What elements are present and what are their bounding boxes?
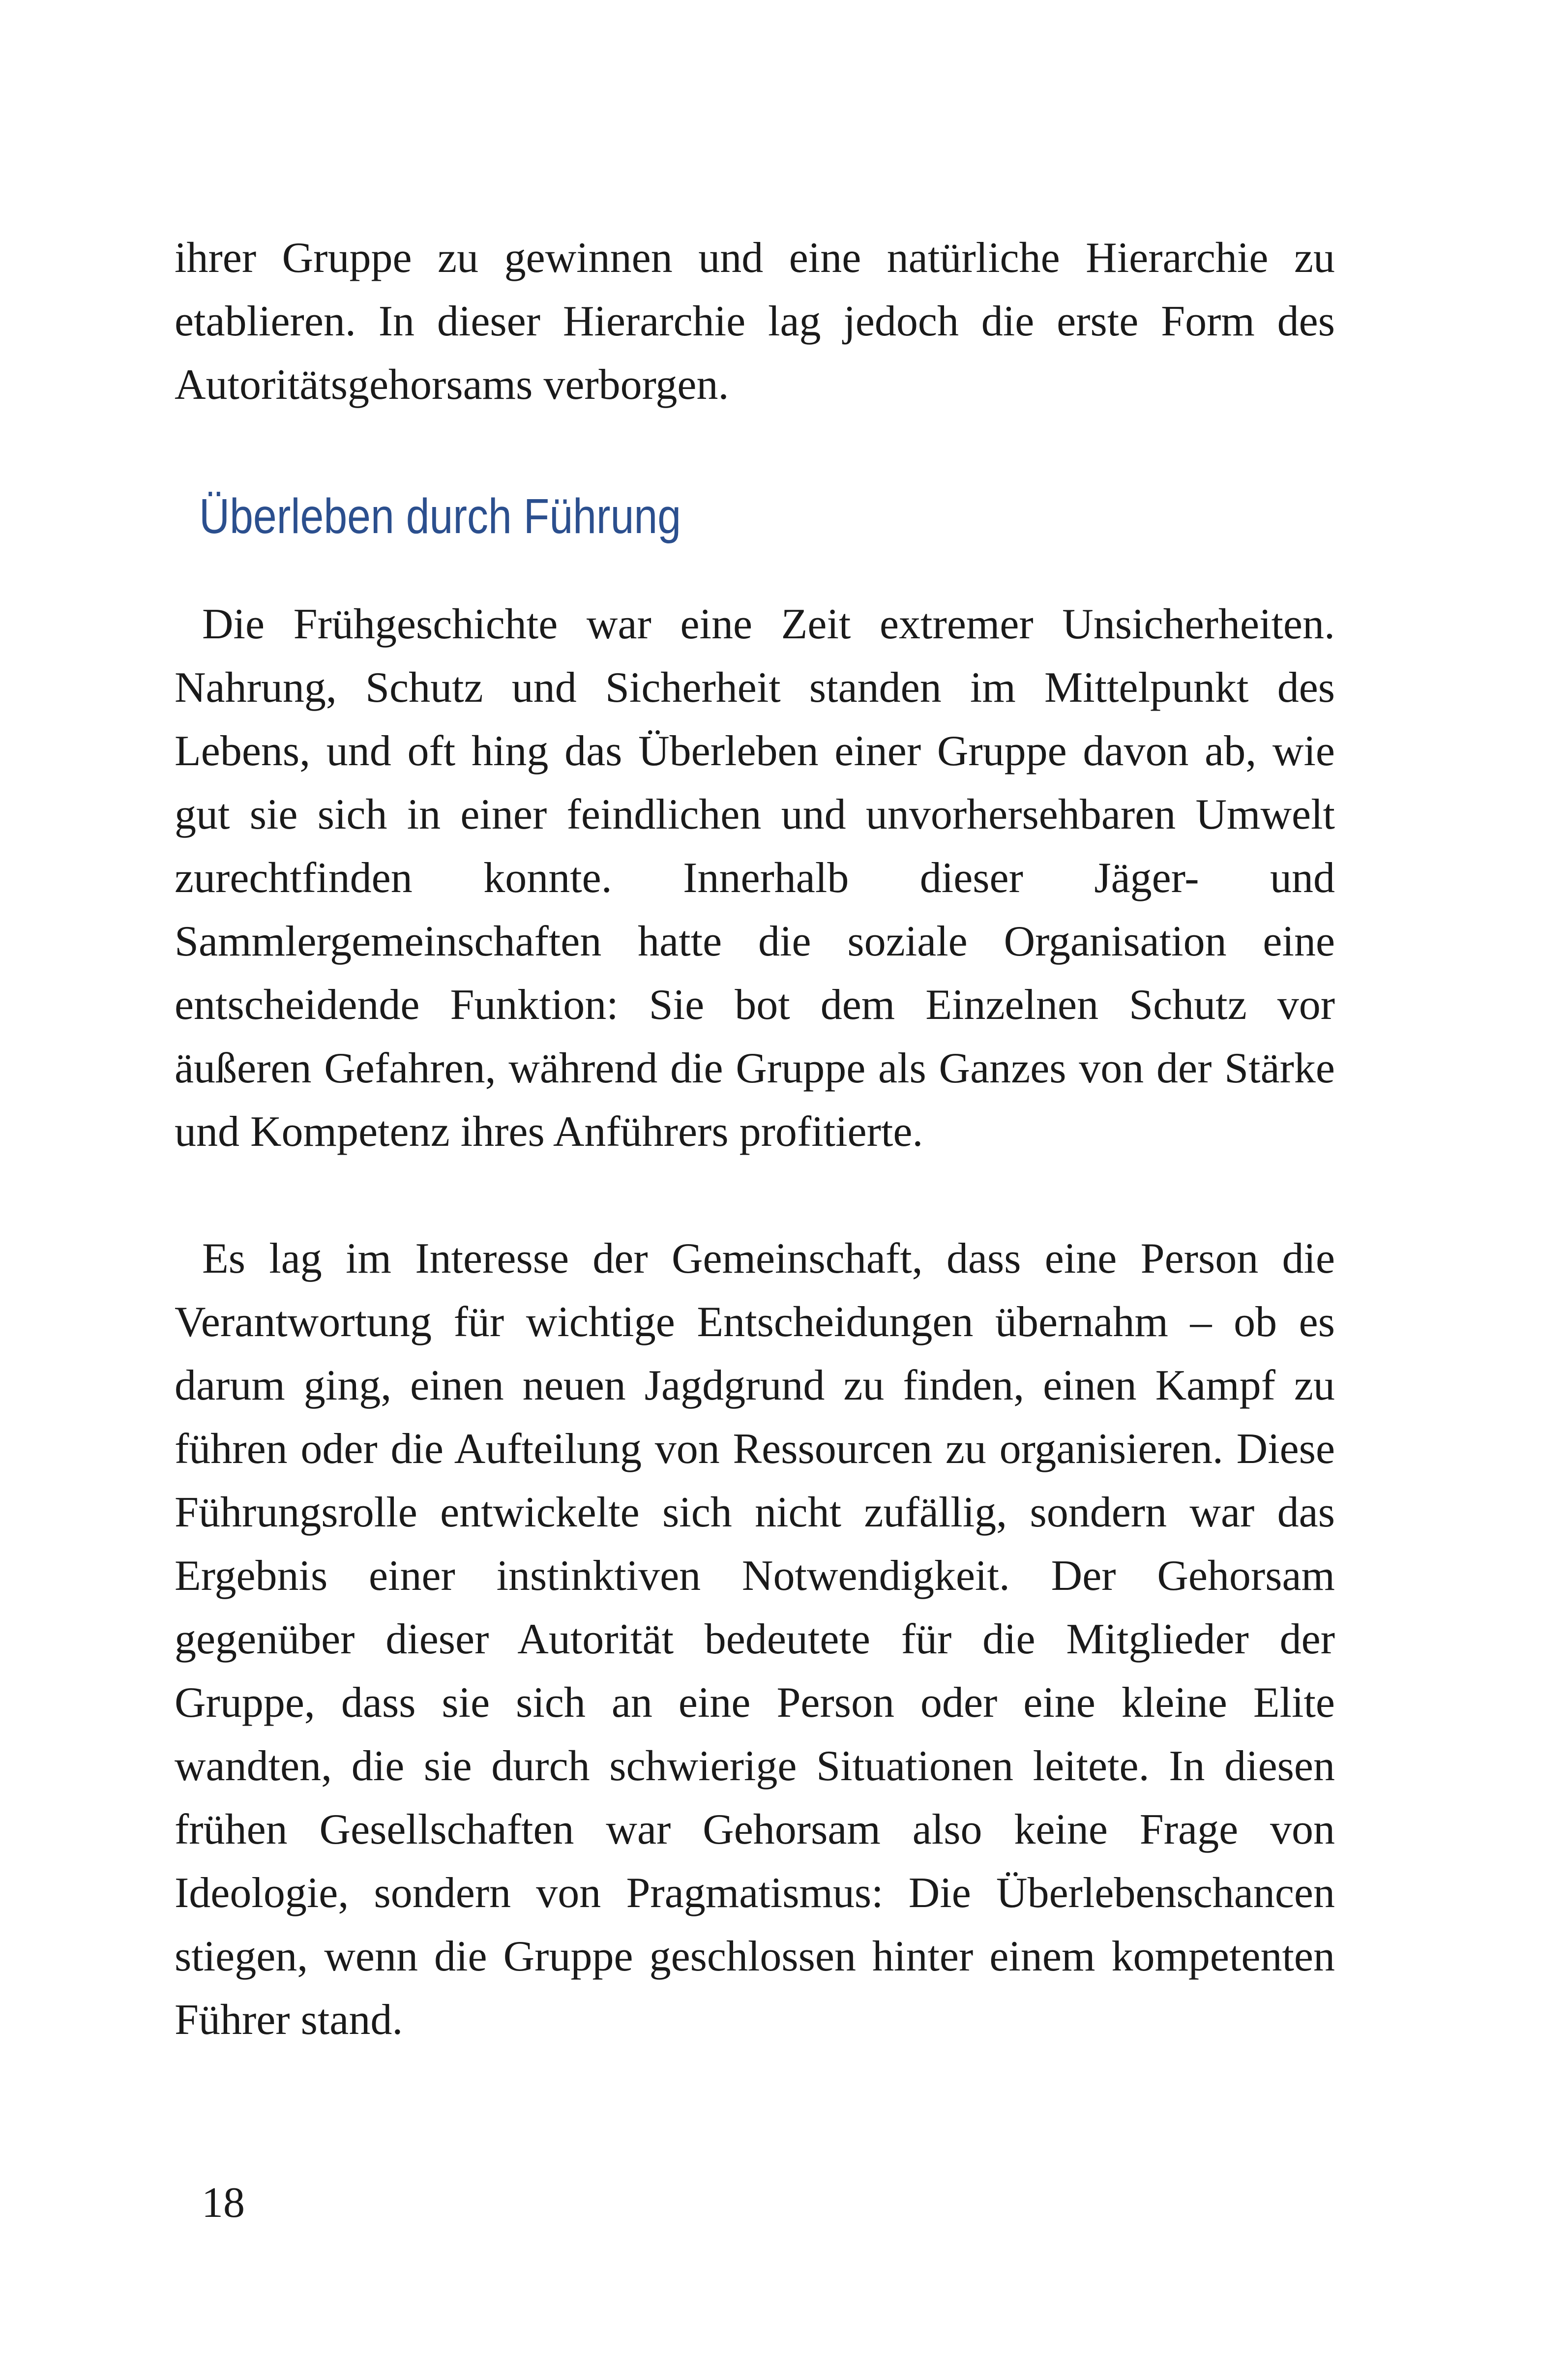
body-paragraph: Die Frühgeschichte war eine Zeit extremer Unsicherheiten. Nahrung, Schutz und Sicherheit standen im Mittelpunkt des Lebens, und oft hing das Überleben einer Gruppe davon ab, wie gut sie sich in einer feindlichen und unvorhersehbaren Umwelt zurechtfinden konnte. Innerhalb dieser Jäger- und Sammlergemeinschaften hatte die soziale Organisation eine entscheidende Funktion: Sie bot dem Einzelnen Schutz vor äußeren Gefahren, während die Gruppe als Ganzes von der Stärke und Kompetenz ihres Anführers profitierte. [175, 600, 1335, 1156]
page-number: 18 [202, 2179, 245, 2227]
body-paragraph-continuation: ihrer Gruppe zu gewinnen und eine natürliche Hierarchie zu etablieren. In dieser Hierarchie lag jedoch die erste Form des Autoritätsgehorsams verborgen. [175, 234, 1335, 409]
body-paragraph: Es lag im Interesse der Gemeinschaft, dass eine Person die Verantwortung für wichtige Entscheidungen übernahm – ob es darum ging, einen neuen Jagdgrund zu finden, einen Kampf zu führen oder die Aufteilung von Ressourcen zu organisieren. Diese Führungsrolle entwickelte sich nicht zufällig, sondern war das Ergebnis einer instinktiven Notwendigkeit. Der Gehorsam gegenüber dieser Autorität bedeutete für die Mitglieder der Gruppe, dass sie sich an eine Person oder eine kleine Elite wandten, die sie durch schwierige Situationen leitete. In diesen frühen Gesellschaften war Gehorsam also keine Frage von Ideologie, sondern von Pragmatismus: Die Überlebenschancen stiegen, wenn die Gruppe geschlossen hinter einem kompetenten Führer stand. [175, 1235, 1335, 2044]
section-heading: Überleben durch Führung [199, 489, 681, 544]
